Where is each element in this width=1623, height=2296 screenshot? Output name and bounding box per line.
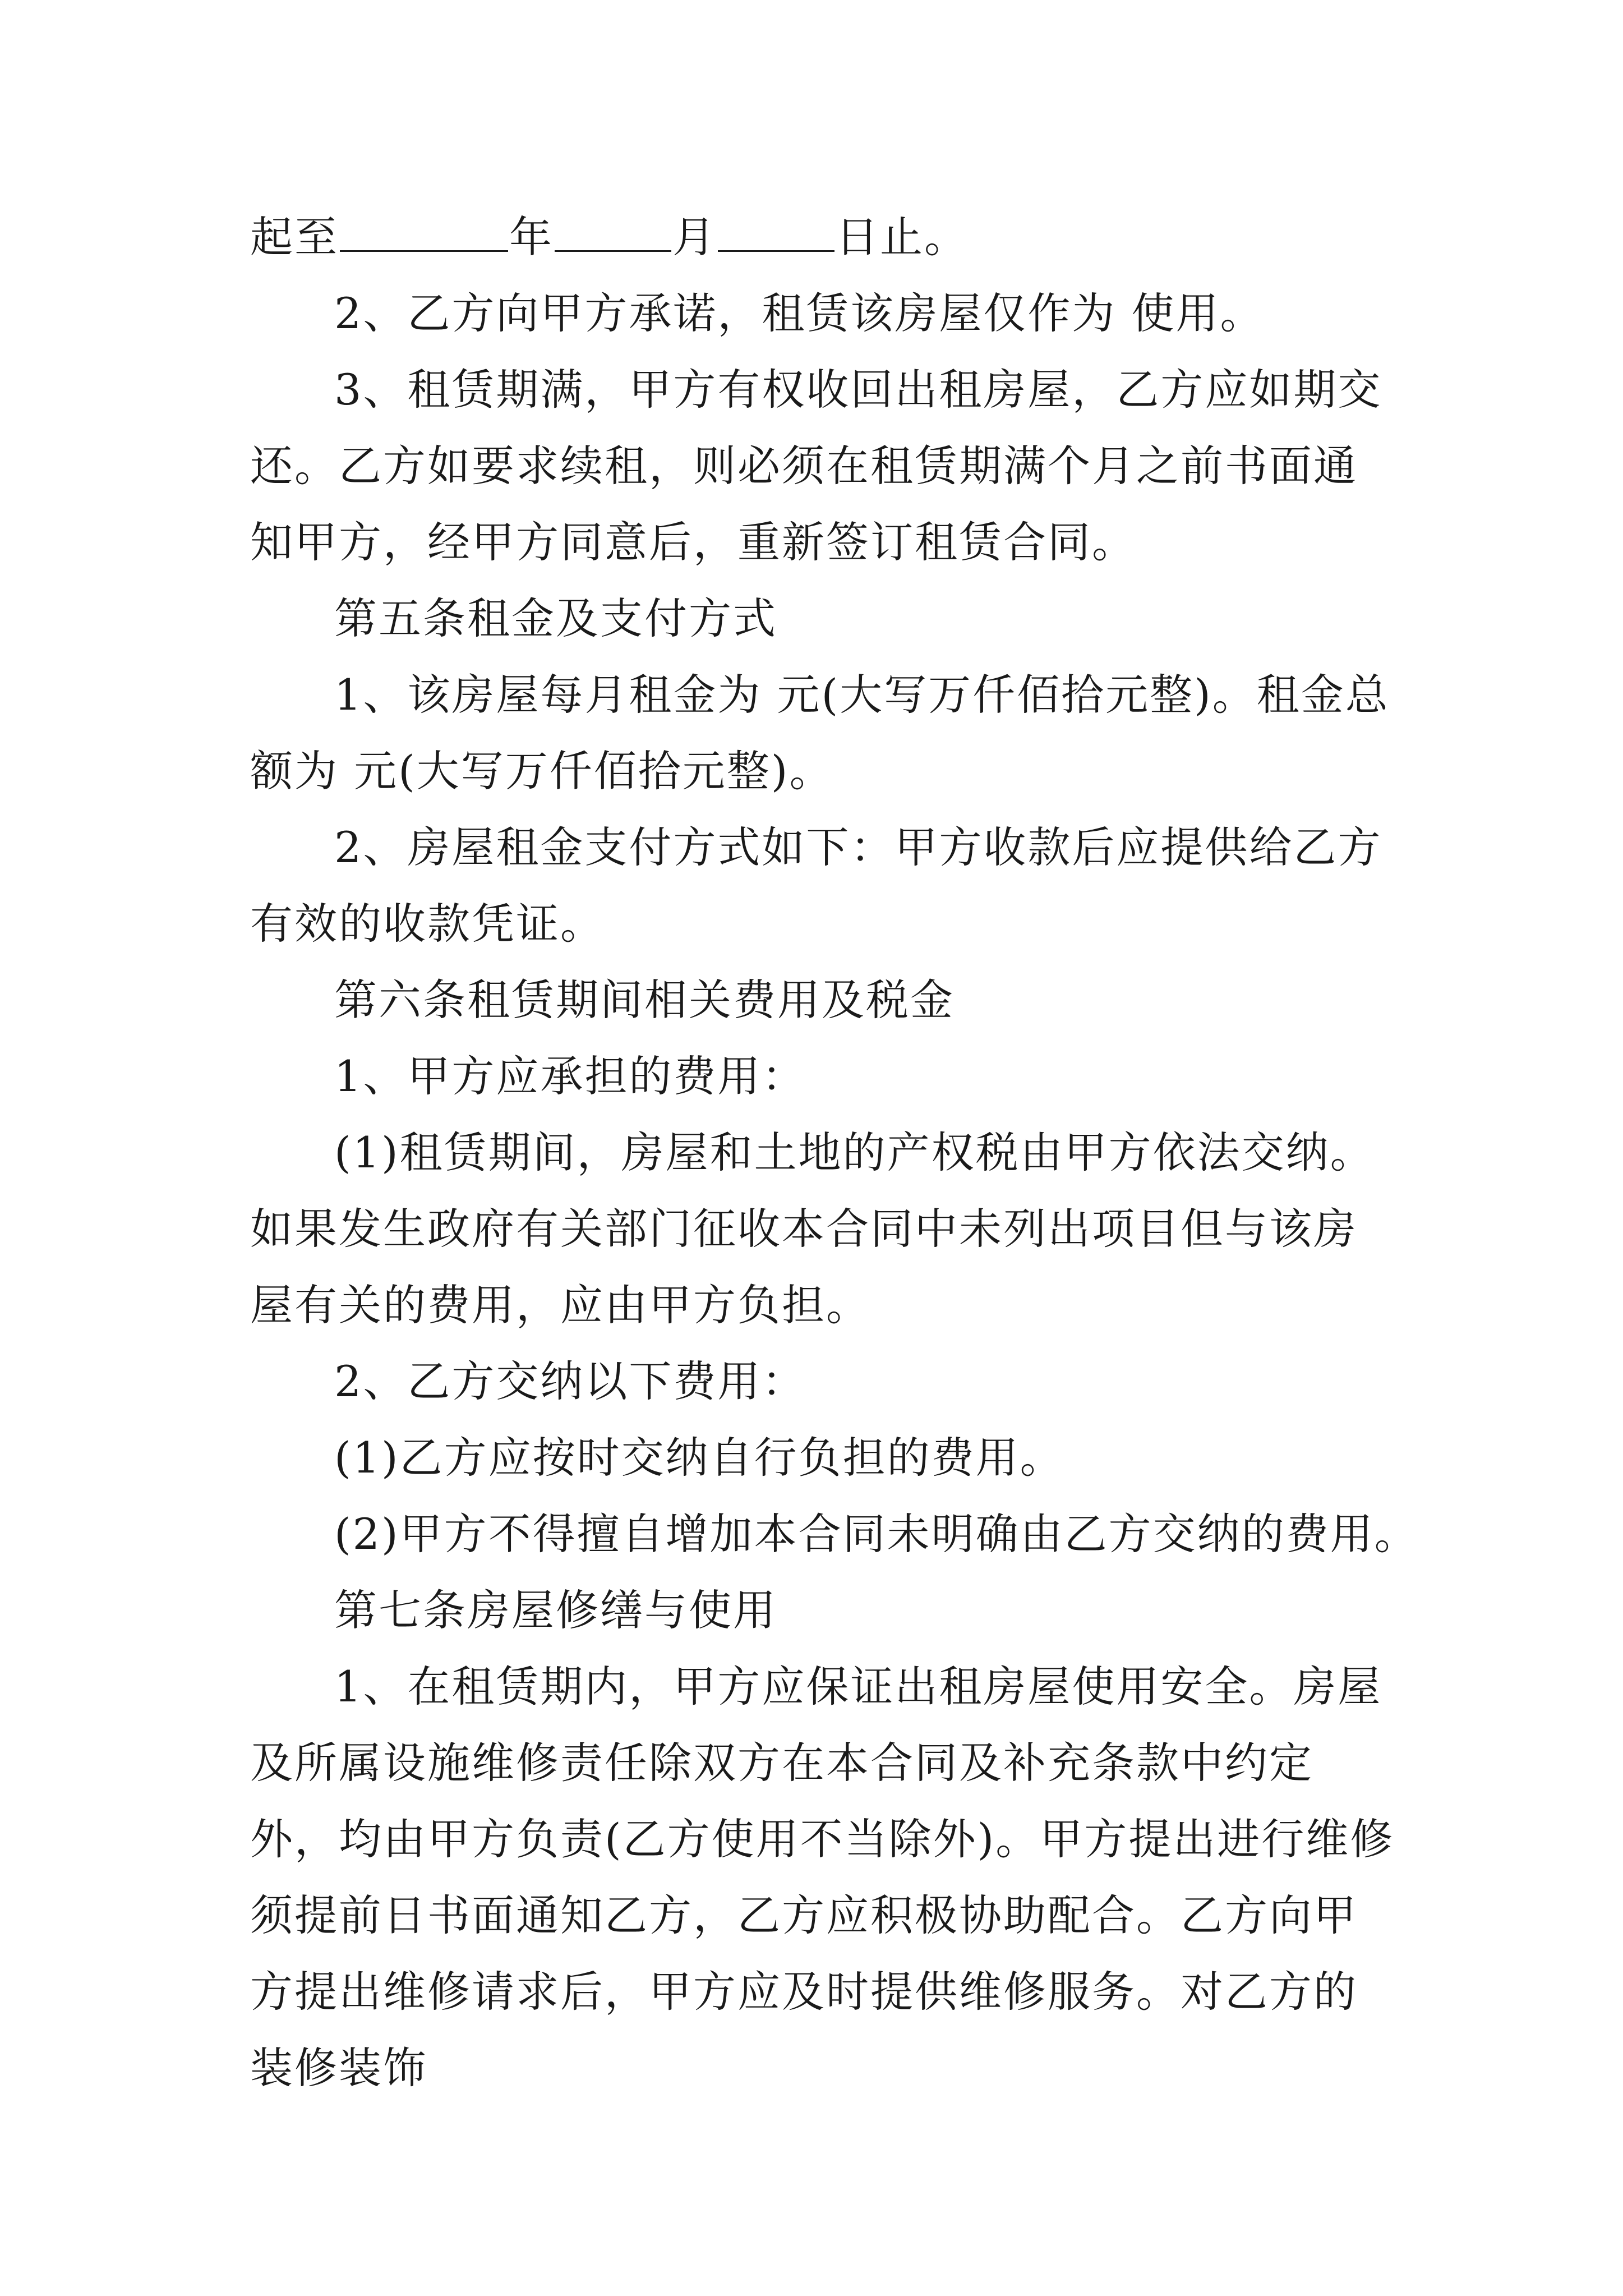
document-body xyxy=(250,199,1419,2106)
month-label: 月 xyxy=(672,212,717,262)
heading-article-5: 第五条租金及支付方式 xyxy=(334,593,777,643)
paragraph-no-extra-fees: (2)甲方不得擅自增加本合同未明确由乙方交纳的费用。 xyxy=(334,1509,1419,1559)
paragraph-monthly-rent: 1、该房屋每月租金为 元(大写万仟佰拾元整)。租金总额为 元(大写万仟佰拾元整)。 xyxy=(250,670,1390,796)
paragraph-repair-duty: 1、在租赁期内，甲方应保证出租房屋使用安全。房屋及所属设施维修责任除双方在本合同及补充条款中约定外，均由甲方负责(乙方使用不当除外)。甲方提出进行维修须提前日书面通知乙方，乙方应积极协助配合。乙方向甲方提出维修请求后，甲方应及时提供维修服务。对乙方的装修装饰 xyxy=(250,1662,1395,2093)
term-prefix: 起至 xyxy=(250,212,339,262)
lease-term-end-line xyxy=(250,199,1400,275)
paragraph-lease-expiry: 3、租赁期满，甲方有权收回出租房屋，乙方应如期交还。乙方如要求续租，则必须在租赁期满个月之前书面通知甲方，经甲方同意后，重新签订租赁合同。 xyxy=(250,365,1382,567)
paragraph-landlord-fees: 1、甲方应承担的费用： xyxy=(334,1051,806,1101)
day-blank xyxy=(718,213,834,252)
paragraph-payment-method: 2、房屋租金支付方式如下：甲方收款后应提供给乙方有效的收款凭证。 xyxy=(250,822,1382,949)
year-label: 年 xyxy=(509,212,554,262)
paragraph-property-tax: (1)租赁期间，房屋和土地的产权税由甲方依法交纳。如果发生政府有关部门征收本合同中未列出项目但与该房屋有关的费用，应由甲方负担。 xyxy=(250,1128,1375,1330)
heading-article-6: 第六条租赁期间相关费用及税金 xyxy=(334,975,955,1025)
day-label: 日止。 xyxy=(836,212,969,262)
paragraph-tenant-fees: 2、乙方交纳以下费用： xyxy=(334,1356,806,1406)
paragraph-usage-promise: 2、乙方向甲方承诺，租赁该房屋仅作为 使用。 xyxy=(334,288,1265,338)
month-blank xyxy=(555,213,671,252)
year-blank xyxy=(340,213,508,252)
paragraph-tenant-pay-on-time: (1)乙方应按时交纳自行负担的费用。 xyxy=(334,1433,1064,1483)
heading-article-7: 第七条房屋修缮与使用 xyxy=(334,1585,777,1635)
